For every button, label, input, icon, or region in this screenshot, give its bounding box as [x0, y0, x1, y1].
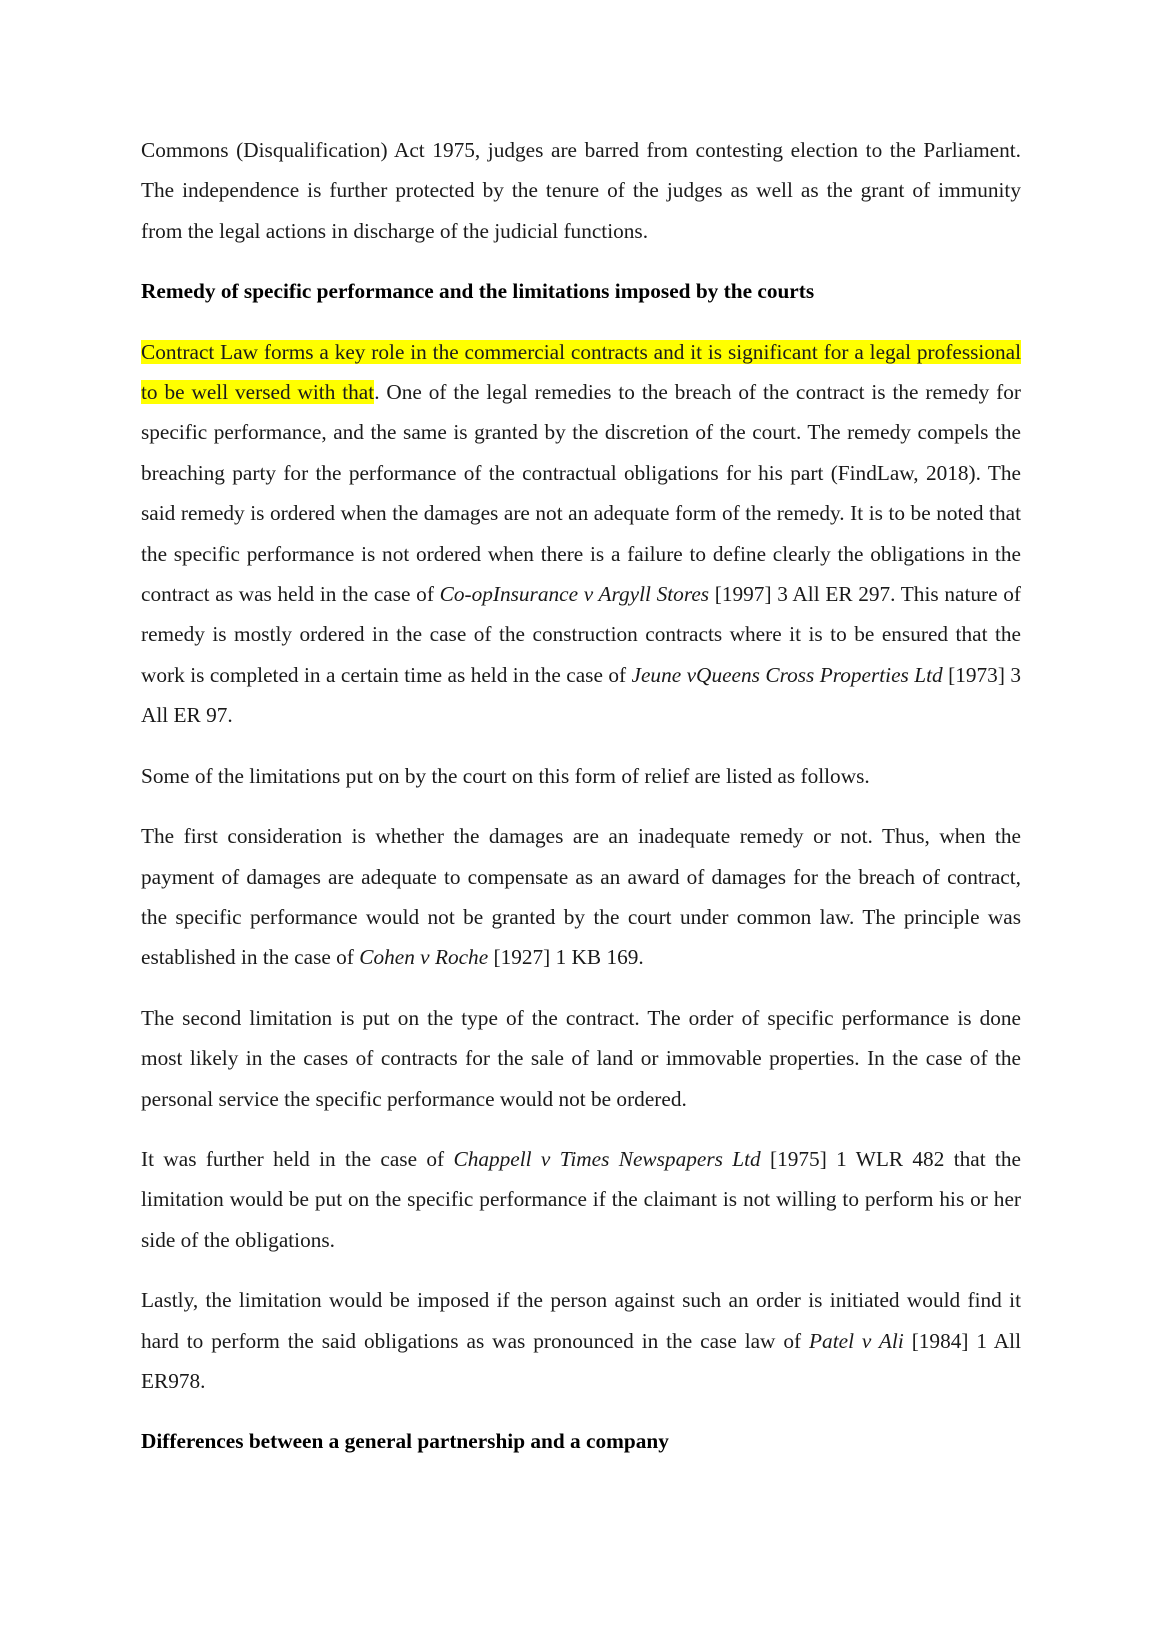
- heading-specific-performance: Remedy of specific performance and the limitations imposed by the courts: [141, 279, 815, 304]
- paragraph-second-limitation: The second limitation is put on the type of the contract. The order of specific performance is done most likely in the cases of contracts for the sale of land or immovable properties. In the case of the personal service the specific performance would not be ordered.: [141, 1005, 1021, 1111]
- paragraph-limitations-intro: Some of the limitations put on by the court on this form of relief are listed as follows.: [141, 763, 870, 788]
- paragraph-text: [1997] 3 All ER 297. This nature of remedy is mostly ordered in the case of the construction contracts where it is to be ensured that the work is completed in a certain time as held in the case of: [141, 582, 1021, 687]
- case-citation: Jeune vQueens Cross Properties Ltd: [631, 662, 943, 687]
- heading-partnership-vs-company: Differences between a general partnership and a company: [141, 1429, 669, 1454]
- paragraph-chappell-case: [141, 1139, 1021, 1260]
- document-page: [141, 130, 1021, 1482]
- case-citation: Chappell v Times Newspapers Ltd: [453, 1146, 761, 1171]
- case-citation: Patel v Ali: [809, 1328, 904, 1353]
- paragraph-text: The first consideration is whether the damages are an inadequate remedy or not. Thus, when the payment of damages are adequate to compensate as an award of damages for the breach of contract, the specific performance would not be granted by the court under common law. The principle was established in the case of: [141, 824, 1021, 970]
- paragraph-text: [1927] 1 KB 169.: [488, 945, 644, 970]
- paragraph-text: [1984] 1 All ER978.: [141, 1328, 1022, 1393]
- paragraph-judicial-independence: Commons (Disqualification) Act 1975, judges are barred from contesting election to the Parliament. The independence is further protected by the tenure of the judges as well as the grant of immunity from the legal actions in discharge of the judicial functions.: [141, 138, 1021, 243]
- paragraph-text: It was further held in the case of: [141, 1146, 454, 1171]
- paragraph-final-limitation: [141, 1280, 1021, 1401]
- case-citation: Co-opInsurance v Argyll Stores: [439, 582, 710, 607]
- paragraph-text: Lastly, the limitation would be imposed if the person against such an order is initiated would find it hard to perform the said obligations as was pronounced in the case law of: [141, 1288, 1021, 1353]
- paragraph-first-limitation: [141, 816, 1021, 978]
- paragraph-text: [1973] 3 All ER 97.: [141, 662, 1022, 728]
- highlighted-text: Contract Law forms a key role in the commercial contracts and it is significant for a legal professional to be well versed with that: [141, 339, 1021, 405]
- paragraph-specific-performance: [141, 332, 1021, 736]
- case-citation: Cohen v Roche: [359, 945, 489, 970]
- paragraph-text: . One of the legal remedies to the breach of the contract is the remedy for specific performance, and the same is granted by the discretion of the court. The remedy compels the breaching party for the performance of the contractual obligations for his part (FindLaw, 2018). The said remedy is ordered when the damages are not an adequate form of the remedy. It is to be noted that the specific performance is not ordered when there is a failure to define clearly the obligations in the contract as was held in the case of: [141, 380, 1021, 607]
- paragraph-text: [1975] 1 WLR 482 that the limitation would be put on the specific performance if the claimant is not willing to perform his or her side of the obligations.: [141, 1146, 1021, 1252]
